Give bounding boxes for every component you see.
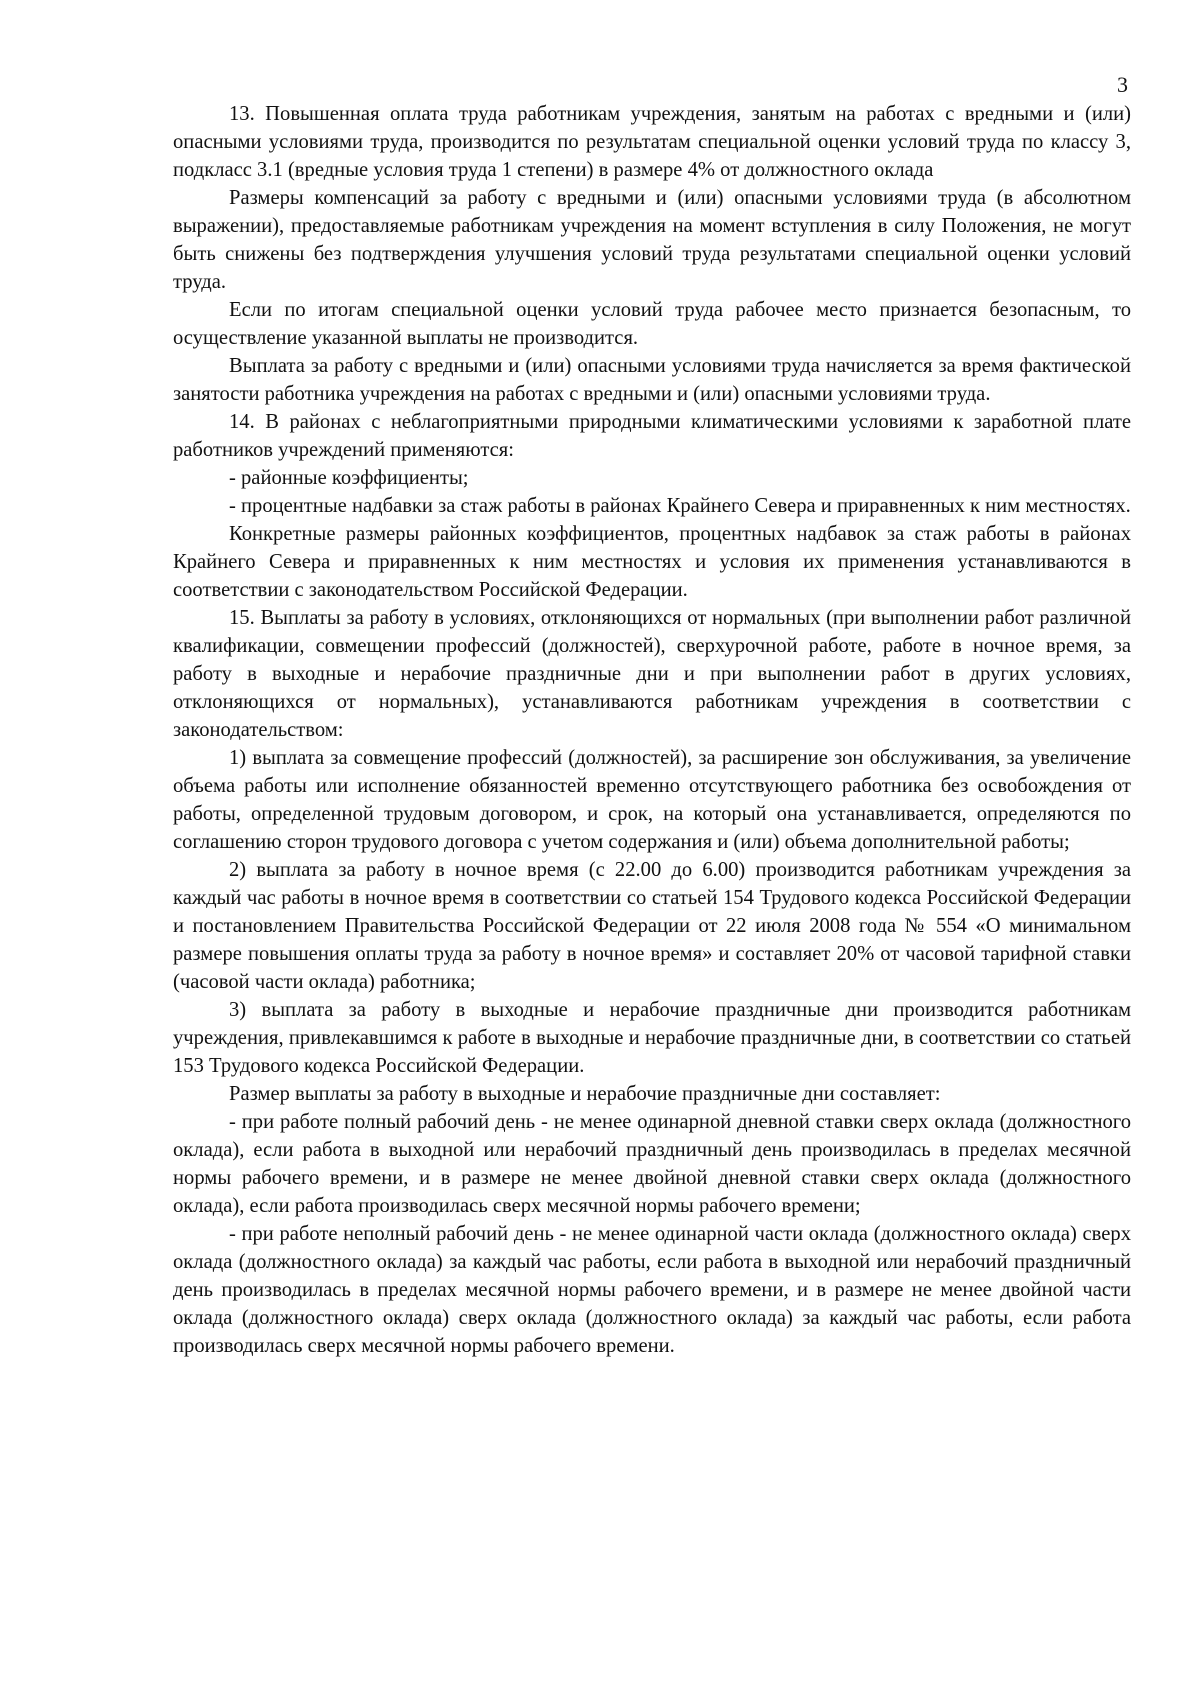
paragraph-specific-sizes: Конкретные размеры районных коэффициентов, процентных надбавок за стаж работы в районах Крайнего Севера и приравненных к ним местностях и условия их применения устанавливаются в соответствии с законодательством Российской Федерации. <box>173 523 1131 601</box>
paragraph-compensation-size: Размеры компенсаций за работу с вредными и (или) опасными условиями труда (в абсолютном выражении), предоставляемые работникам учреждения на момент вступления в силу Положения, не могут быть снижены без подтверждения улучшения условий труда результатами специальной оценки условий труда. <box>173 187 1131 293</box>
page-number: 3 <box>1117 72 1128 97</box>
paragraph-hazard-payment: Выплата за работу с вредными и (или) опасными условиями труда начисляется за время фактической занятости работника учреждения на работах с вредными и (или) опасными условиями труда. <box>173 355 1131 405</box>
document-body <box>173 100 1131 1360</box>
paragraph-holiday-payment-size: Размер выплаты за работу в выходные и нерабочие праздничные дни составляет: <box>229 1083 941 1105</box>
list-item-holiday-work: 3) выплата за работу в выходные и нерабочие праздничные дни производится работникам учреждения, привлекавшимся к работе в выходные и нерабочие праздничные дни, в соответствии со статьей 153 Трудового кодекса Российской Федерации. <box>173 999 1131 1077</box>
paragraph-13: 13. Повышенная оплата труда работникам учреждения, занятым на работах с вредными и (или) опасными условиями труда, производится по результатам специальной оценки условий труда по классу 3, подкласс 3.1 (вредные условия труда 1 степени) в размере 4% от должностного оклада <box>173 103 1131 181</box>
list-item-north-allowances: - процентные надбавки за стаж работы в районах Крайнего Севера и приравненных к ним местностях. <box>229 495 1131 517</box>
paragraph-safe-workplace: Если по итогам специальной оценки условий труда рабочее место признается безопасным, то осуществление указанной выплаты не производится. <box>173 299 1131 349</box>
list-item-combination: 1) выплата за совмещение профессий (должностей), за расширение зон обслуживания, за увеличение объема работы или исполнение обязанностей временно отсутствующего работника без освобождения от работы, определенной трудовым договором, и срок, на который она устанавливается, определяются по соглашению сторон трудового договора с учетом содержания и (или) объема дополнительной работы; <box>173 747 1131 853</box>
list-item-night-work: 2) выплата за работу в ночное время (с 22.00 до 6.00) производится работникам учреждения за каждый час работы в ночное время в соответствии со статьей 154 Трудового кодекса Российской Федерации и постановлением Правительства Российской Федерации от 22 июля 2008 года № 554 «О минимальном размере повышения оплаты труда за работу в ночное время» и составляет 20% от часовой тарифной ставки (часовой части оклада) работника; <box>173 859 1131 993</box>
list-item-partial-day: - при работе неполный рабочий день - не менее одинарной части оклада (должностного оклада) сверх оклада (должностного оклада) за каждый час работы, если работа в выходной или нерабочий праздничный день производилась в пределах месячной нормы рабочего времени, и в размере не менее двойной части оклада (должностного оклада) сверх оклада (должностного оклада) за каждый час работы, если работа производилась сверх месячной нормы рабочего времени. <box>173 1223 1131 1357</box>
paragraph-15: 15. Выплаты за работу в условиях, отклоняющихся от нормальных (при выполнении работ различной квалификации, совмещении профессий (должностей), сверхурочной работе, работе в ночное время, за работу в выходные и нерабочие праздничные дни и при выполнении работ в других условиях, отклоняющихся от нормальных), устанавливаются работникам учреждения в соответствии с законодательством: <box>173 607 1131 741</box>
list-item-full-day: - при работе полный рабочий день - не менее одинарной дневной ставки сверх оклада (должностного оклада), если работа в выходной или нерабочий праздничный день производилась в пределах месячной нормы рабочего времени, и в размере не менее двойной дневной ставки сверх оклада (должностного оклада), если работа производилась сверх месячной нормы рабочего времени; <box>173 1111 1131 1217</box>
list-item-regional-coefficients: - районные коэффициенты; <box>229 467 469 489</box>
paragraph-14: 14. В районах с неблагоприятными природными климатическими условиями к заработной плате работников учреждений применяются: <box>173 411 1131 461</box>
